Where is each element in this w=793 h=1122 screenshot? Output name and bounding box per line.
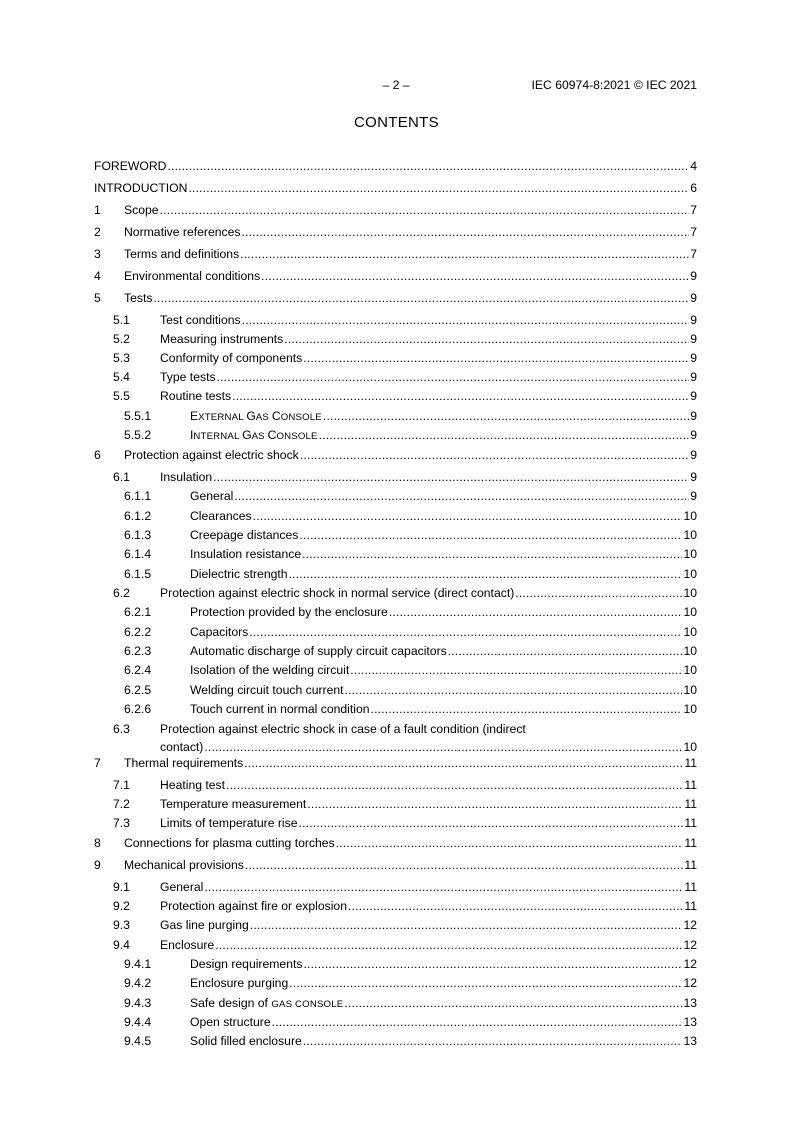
- toc-leader-dots: [213, 469, 689, 485]
- page-title: CONTENTS: [354, 114, 439, 131]
- toc-entry-title: Isolation of the welding circuit: [190, 663, 350, 677]
- toc-entry[interactable]: [0, 388, 793, 404]
- toc-entry-page: 10: [683, 528, 697, 542]
- toc-entry-page: 7: [690, 225, 697, 239]
- toc-entry-title: Insulation: [160, 470, 213, 484]
- toc-entry[interactable]: [0, 1014, 793, 1030]
- toc-entry-page: 9: [690, 313, 697, 327]
- toc-leader-dots: [204, 739, 682, 755]
- toc-entry-page: 9: [690, 351, 697, 365]
- toc-entry[interactable]: [0, 246, 793, 262]
- toc-entry-page: 12: [683, 938, 697, 952]
- toc-entry-number: 9: [94, 858, 101, 872]
- toc-entry-title: Normative references: [124, 225, 241, 239]
- toc-entry-number: 7.1: [113, 778, 130, 792]
- toc-entry-page: 10: [683, 586, 697, 600]
- toc-entry[interactable]: [0, 488, 793, 504]
- toc-leader-dots: [215, 937, 682, 953]
- toc-leader-dots: [217, 369, 690, 385]
- toc-entry[interactable]: [0, 224, 793, 240]
- toc-entry-page: 9: [690, 332, 697, 346]
- toc-leader-dots: [253, 508, 683, 524]
- toc-entry-title: Enclosure purging: [190, 976, 289, 990]
- toc-entry[interactable]: [0, 937, 793, 953]
- toc-leader-dots: [350, 662, 682, 678]
- toc-entry-page: 12: [683, 957, 697, 971]
- toc-entry-title: Dielectric strength: [190, 567, 288, 581]
- toc-entry-title: Scope: [124, 203, 159, 217]
- toc-entry-number: 9.4.4: [124, 1015, 152, 1029]
- toc-entry-number: 9.1: [113, 880, 130, 894]
- toc-entry-title: Automatic discharge of supply circuit capacitors: [190, 644, 447, 658]
- toc-entry-number: 6: [94, 448, 101, 462]
- toc-leader-dots: [249, 624, 682, 640]
- toc-entry-page: 9: [690, 448, 697, 462]
- toc-leader-dots: [272, 1014, 683, 1030]
- toc-entry-page: 11: [684, 797, 697, 811]
- toc-entry[interactable]: [0, 755, 793, 771]
- toc-entry-number: 9.2: [113, 899, 130, 913]
- toc-leader-dots: [226, 777, 683, 793]
- toc-entry-page: 11: [684, 858, 697, 872]
- toc-leader-dots: [242, 224, 690, 240]
- toc-entry-page: 7: [690, 203, 697, 217]
- toc-entry-page: 10: [683, 740, 697, 754]
- toc-entry[interactable]: [0, 158, 793, 174]
- toc-entry[interactable]: [0, 701, 793, 717]
- toc-entry-number: 6.2.1: [124, 605, 152, 619]
- toc-entry-number: 5.5: [113, 389, 130, 403]
- toc-entry[interactable]: [0, 585, 793, 601]
- toc-leader-dots: [232, 388, 689, 404]
- toc-entry-page: 9: [690, 269, 697, 283]
- toc-leader-dots: [319, 427, 690, 443]
- toc-leader-dots: [289, 975, 682, 991]
- toc-entry-page: 11: [684, 778, 697, 792]
- toc-entry-page: 11: [684, 880, 697, 894]
- toc-leader-dots: [336, 835, 684, 851]
- toc-entry[interactable]: [0, 604, 793, 620]
- toc-entry-page: 6: [690, 181, 697, 195]
- toc-entry-title: INTERNAL GAS CONSOLE: [190, 428, 318, 442]
- toc-entry-number: 6.2.3: [124, 644, 152, 658]
- toc-entry-number: 6.1.2: [124, 509, 152, 523]
- toc-leader-dots: [299, 815, 684, 831]
- toc-entry-title: Capacitors: [190, 625, 249, 639]
- toc-entry-page: 9: [690, 409, 697, 423]
- toc-entry[interactable]: [0, 879, 793, 895]
- toc-entry-title: Protection provided by the enclosure: [190, 605, 388, 619]
- toc-entry[interactable]: [0, 180, 793, 196]
- toc-entry-number: 9.4.1: [124, 957, 152, 971]
- toc-entry-title: Tests: [124, 291, 153, 305]
- toc-entry-page: 13: [683, 1015, 697, 1029]
- toc-entry[interactable]: [0, 662, 793, 678]
- toc-entry-number: 5.1: [113, 313, 130, 327]
- toc-entry-title: FOREWORD: [94, 159, 167, 173]
- toc-entry[interactable]: [0, 777, 793, 793]
- toc-entry-title: Thermal requirements: [124, 756, 244, 770]
- toc-entry-number: 9.4.5: [124, 1034, 152, 1048]
- toc-entry-title: Type tests: [160, 370, 216, 384]
- toc-leader-dots: [303, 1033, 683, 1049]
- toc-entry-page: 10: [683, 663, 697, 677]
- toc-leader-dots: [234, 488, 689, 504]
- toc-entry-title: Creepage distances: [190, 528, 299, 542]
- toc-entry-title: Welding circuit touch current: [190, 683, 344, 697]
- toc-entry[interactable]: [0, 447, 793, 463]
- toc-entry[interactable]: [0, 408, 793, 424]
- toc-entry[interactable]: [0, 566, 793, 582]
- toc-entry-page: 9: [690, 489, 697, 503]
- toc-entry-title: General: [160, 880, 204, 894]
- toc-entry-number: 6.1.4: [124, 547, 152, 561]
- toc-entry-page: 10: [683, 547, 697, 561]
- toc-entry-number: 6.2.6: [124, 702, 152, 716]
- toc-leader-dots: [261, 268, 689, 284]
- toc-entry-title: Routine tests: [160, 389, 232, 403]
- toc-entry-title: Design requirements: [190, 957, 303, 971]
- toc-entry-page: 10: [683, 683, 697, 697]
- toc-entry-title: EXTERNAL GAS CONSOLE: [190, 409, 322, 423]
- toc-entry-title: Connections for plasma cutting torches: [124, 836, 335, 850]
- toc-leader-dots: [307, 796, 683, 812]
- toc-leader-dots: [303, 350, 689, 366]
- toc-entry[interactable]: [0, 898, 793, 914]
- toc-leader-dots: [188, 180, 689, 196]
- toc-entry-page: 7: [690, 247, 697, 261]
- toc-entry[interactable]: [0, 312, 793, 328]
- toc-entry-title: General: [190, 489, 234, 503]
- toc-entry-title: Terms and definitions: [124, 247, 240, 261]
- toc-entry-number: 7.2: [113, 797, 130, 811]
- toc-leader-dots: [389, 604, 683, 620]
- toc-entry-title: Clearances: [190, 509, 252, 523]
- toc-entry[interactable]: [0, 815, 793, 831]
- toc-entry-title: Touch current in normal condition: [190, 702, 370, 716]
- toc-entry-number: 5.4: [113, 370, 130, 384]
- toc-leader-dots: [344, 995, 682, 1011]
- toc-entry-page: 11: [684, 836, 697, 850]
- toc-entry-page: 9: [690, 389, 697, 403]
- toc-entry-title: Protection against fire or explosion: [160, 899, 347, 913]
- toc-entry-title: Heating test: [160, 778, 226, 792]
- toc-entry-number: 6.1: [113, 470, 130, 484]
- document-reference: IEC 60974-8:2021 © IEC 2021: [531, 78, 697, 92]
- toc-entry-title: Measuring instruments: [160, 332, 284, 346]
- toc-entry-page: 11: [684, 899, 697, 913]
- toc-entry[interactable]: [0, 546, 793, 562]
- toc-entry-number: 6.1.1: [124, 489, 152, 503]
- toc-leader-dots: [204, 879, 683, 895]
- toc-entry-number: 9.3: [113, 918, 130, 932]
- toc-leader-dots: [448, 643, 683, 659]
- toc-leader-dots: [348, 898, 683, 914]
- toc-entry-page: 10: [683, 605, 697, 619]
- toc-entry-page: 10: [683, 625, 697, 639]
- toc-entry[interactable]: [0, 350, 793, 366]
- toc-entry-page: 9: [690, 428, 697, 442]
- toc-entry[interactable]: [0, 508, 793, 524]
- toc-entry-number: 5: [94, 291, 101, 305]
- toc-entry[interactable]: [0, 1033, 793, 1049]
- toc-entry[interactable]: [0, 917, 793, 933]
- toc-entry-title: Environmental conditions: [124, 269, 261, 283]
- toc-entry-page: 10: [683, 567, 697, 581]
- toc-entry-page: 10: [683, 644, 697, 658]
- toc-entry-title: Temperature measurement: [160, 797, 307, 811]
- toc-entry-number: 6.2.5: [124, 683, 152, 697]
- toc-entry-page: 10: [683, 509, 697, 523]
- toc-entry-number: 4: [94, 269, 101, 283]
- toc-entry-title: INTRODUCTION: [94, 181, 188, 195]
- toc-entry-number: 9.4.2: [124, 976, 152, 990]
- toc-entry[interactable]: [0, 995, 793, 1011]
- toc-entry-number: 5.5.1: [124, 409, 152, 423]
- toc-leader-dots: [240, 246, 689, 262]
- toc-entry-number: 7: [94, 756, 101, 770]
- toc-entry-title: Protection against electric shock: [124, 448, 299, 462]
- toc-leader-dots: [371, 701, 683, 717]
- toc-entry[interactable]: [0, 290, 793, 306]
- toc-entry-page: 13: [683, 1034, 697, 1048]
- toc-entry-number: 1: [94, 203, 101, 217]
- toc-leader-dots: [345, 682, 683, 698]
- toc-entry[interactable]: [0, 835, 793, 851]
- toc-entry-number: 5.3: [113, 351, 130, 365]
- toc-entry-number: 5.5.2: [124, 428, 152, 442]
- toc-entry[interactable]: [0, 469, 793, 485]
- toc-leader-dots: [323, 408, 689, 424]
- toc-entry[interactable]: [0, 857, 793, 873]
- toc-leader-dots: [244, 755, 683, 771]
- toc-entry-title: Safe design of GAS CONSOLE: [190, 996, 344, 1010]
- toc-entry-number: 6.2: [113, 586, 130, 600]
- toc-leader-dots: [242, 312, 690, 328]
- toc-leader-dots: [300, 447, 689, 463]
- toc-entry[interactable]: [0, 796, 793, 812]
- toc-entry[interactable]: [0, 624, 793, 640]
- toc-entry[interactable]: [0, 643, 793, 659]
- toc-entry[interactable]: [0, 682, 793, 698]
- toc-entry-title: Open structure: [190, 1015, 271, 1029]
- toc-entry-title: Enclosure: [160, 938, 215, 952]
- toc-entry-title: Conformity of components: [160, 351, 303, 365]
- toc-entry-number: 6.1.3: [124, 528, 152, 542]
- toc-leader-dots: [250, 917, 683, 933]
- toc-entry-number: 8: [94, 836, 101, 850]
- toc-leader-dots: [284, 331, 689, 347]
- toc-entry-page: 4: [690, 159, 697, 173]
- toc-entry-number: 6.2.2: [124, 625, 152, 639]
- toc-entry-title: Gas line purging: [160, 918, 249, 932]
- toc-entry-title-line1: Protection against electric shock in case of a fault condition (indirect: [160, 722, 526, 736]
- toc-entry-title: Solid filled enclosure: [190, 1034, 302, 1048]
- toc-entry-page: 13: [683, 996, 697, 1010]
- toc-entry-number: 9.4.3: [124, 996, 152, 1010]
- toc-entry-number: 5.2: [113, 332, 130, 346]
- toc-entry[interactable]: [0, 527, 793, 543]
- toc-entry-page: 9: [690, 370, 697, 384]
- toc-entry[interactable]: [0, 427, 793, 443]
- toc-leader-dots: [167, 158, 689, 174]
- toc-entry-page: 12: [683, 976, 697, 990]
- toc-entry-title: Mechanical provisions: [124, 858, 244, 872]
- toc-entry-number: 6.1.5: [124, 567, 152, 581]
- toc-entry[interactable]: [0, 331, 793, 347]
- toc-entry[interactable]: [0, 956, 793, 972]
- toc-entry-title: contact): [160, 740, 204, 754]
- toc-entry-number: 3: [94, 247, 101, 261]
- toc-entry-number: 2: [94, 225, 101, 239]
- page-number: – 2 –: [382, 78, 410, 92]
- toc-leader-dots: [153, 290, 689, 306]
- toc-leader-dots: [302, 546, 682, 562]
- toc-entry-page: 10: [683, 702, 697, 716]
- toc-entry[interactable]: [0, 721, 793, 754]
- toc-leader-dots: [303, 956, 682, 972]
- toc-entry-page: 12: [683, 918, 697, 932]
- toc-entry-title: Insulation resistance: [190, 547, 302, 561]
- toc-leader-dots: [160, 202, 690, 218]
- toc-leader-dots: [245, 857, 683, 873]
- toc-entry-number: 6.3: [113, 722, 130, 736]
- toc-entry-number: 7.3: [113, 816, 130, 830]
- toc-entry-number: 9.4: [113, 938, 130, 952]
- toc-entry-title: Limits of temperature rise: [160, 816, 298, 830]
- toc-entry-page: 11: [684, 816, 697, 830]
- toc-entry-title: Test conditions: [160, 313, 241, 327]
- toc-entry-page: 11: [684, 756, 697, 770]
- toc-entry[interactable]: [0, 369, 793, 385]
- toc-leader-dots: [289, 566, 683, 582]
- toc-entry-number: 6.2.4: [124, 663, 152, 677]
- toc-entry[interactable]: [0, 268, 793, 284]
- toc-entry-page: 9: [690, 291, 697, 305]
- toc-entry[interactable]: [0, 975, 793, 991]
- toc-entry-page: 9: [690, 470, 697, 484]
- toc-leader-dots: [515, 585, 682, 601]
- toc-leader-dots: [299, 527, 682, 543]
- toc-entry-title: Protection against electric shock in normal service (direct contact): [160, 586, 515, 600]
- toc-entry[interactable]: [0, 202, 793, 218]
